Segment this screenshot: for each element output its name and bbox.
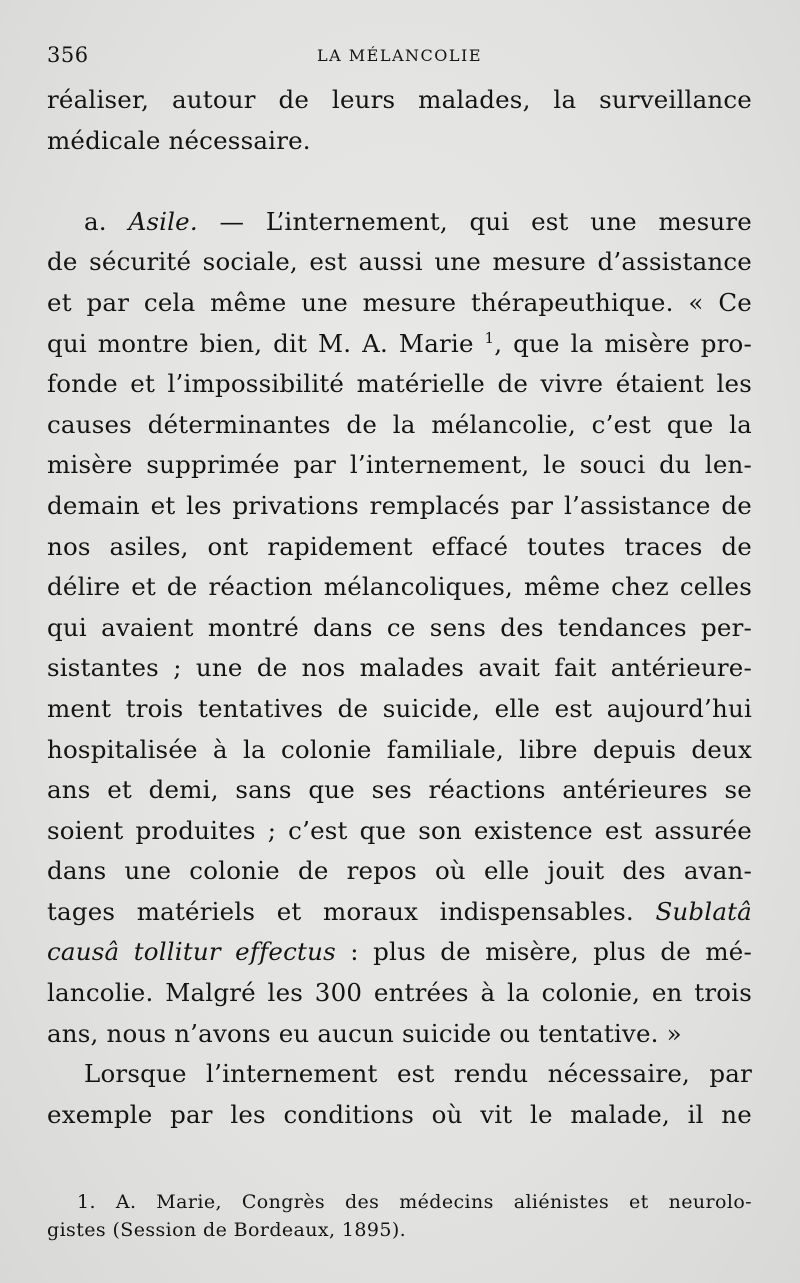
text-fragment: , que la misère pro- bbox=[494, 328, 752, 358]
text-line: fonde et l’impossibilité matérielle de vivre étaient les bbox=[47, 369, 752, 399]
text-line: sistantes ; une de nos malades avait fait antérieure- bbox=[47, 653, 752, 683]
text-line: médicale nécessaire. bbox=[47, 125, 311, 155]
text-line: demain et les privations remplacés par l’assistance de bbox=[47, 490, 752, 520]
text-line: nos asiles, ont rapidement effacé toutes traces de bbox=[47, 531, 752, 561]
running-head bbox=[47, 40, 752, 70]
latin-phrase: causâ tollitur effectus bbox=[47, 937, 336, 967]
section-letter: a. bbox=[84, 206, 107, 236]
text-line: exemple par les conditions où vit le malade, il ne bbox=[47, 1099, 752, 1129]
footnote-line: 1. A. Marie, Congrès des médecins aliénistes et neurolo- bbox=[77, 1191, 752, 1213]
text-line bbox=[47, 892, 752, 933]
text-line: hospitalisée à la colonie familiale, libre depuis deux bbox=[47, 734, 752, 764]
footnote-reference: 1 bbox=[484, 328, 495, 347]
text-line: dans une colonie de repos où elle jouit des avan- bbox=[47, 856, 752, 886]
text-line: Lorsque l’internement est rendu nécessaire, par bbox=[84, 1059, 752, 1089]
text-fragment: qui montre bien, dit M. A. Marie bbox=[47, 328, 474, 358]
text-line: misère supprimée par l’internement, le souci du len- bbox=[47, 450, 752, 480]
paragraph-gap bbox=[47, 161, 752, 202]
text-line: lancolie. Malgré les 300 entrées à la colonie, en trois bbox=[47, 978, 752, 1008]
text-fragment: : plus de misère, plus de mé- bbox=[350, 937, 752, 967]
text-line: ans, nous n’avons eu aucun suicide ou tentative. » bbox=[47, 1018, 682, 1048]
text-fragment: tages matériels et moraux indispensables. bbox=[47, 896, 634, 926]
running-title: LA MÉLANCOLIE bbox=[317, 45, 482, 65]
text-line: causes déterminantes de la mélancolie, c’est que la bbox=[47, 409, 752, 439]
text-line: de sécurité sociale, est aussi une mesure d’assistance bbox=[47, 247, 752, 277]
footnote bbox=[47, 1188, 752, 1244]
text-line bbox=[47, 324, 752, 365]
section-heading-line bbox=[47, 202, 752, 243]
text-line: réaliser, autour de leurs malades, la surveillance bbox=[47, 85, 752, 114]
text-line: délire et de réaction mélancoliques, même chez celles bbox=[47, 572, 752, 602]
text-line: soient produites ; c’est que son existence est assurée bbox=[47, 815, 752, 845]
body-text bbox=[47, 80, 752, 1135]
latin-phrase: Sublatâ bbox=[655, 896, 752, 926]
text-line: ment trois tentatives de suicide, elle est aujourd’hui bbox=[47, 693, 752, 723]
page-number: 356 bbox=[47, 43, 89, 67]
text-line bbox=[47, 932, 752, 973]
section-heading: Asile. bbox=[128, 206, 198, 236]
text-fragment: — L’internement, qui est une mesure bbox=[219, 206, 752, 236]
text-line: et par cela même une mesure thérapeuthique. « Ce bbox=[47, 287, 752, 317]
text-line: qui avaient montré dans ce sens des tendances per- bbox=[47, 612, 752, 642]
footnote-line: gistes (Session de Bordeaux, 1895). bbox=[47, 1219, 407, 1241]
text-line: ans et demi, sans que ses réactions antérieures se bbox=[47, 775, 752, 805]
